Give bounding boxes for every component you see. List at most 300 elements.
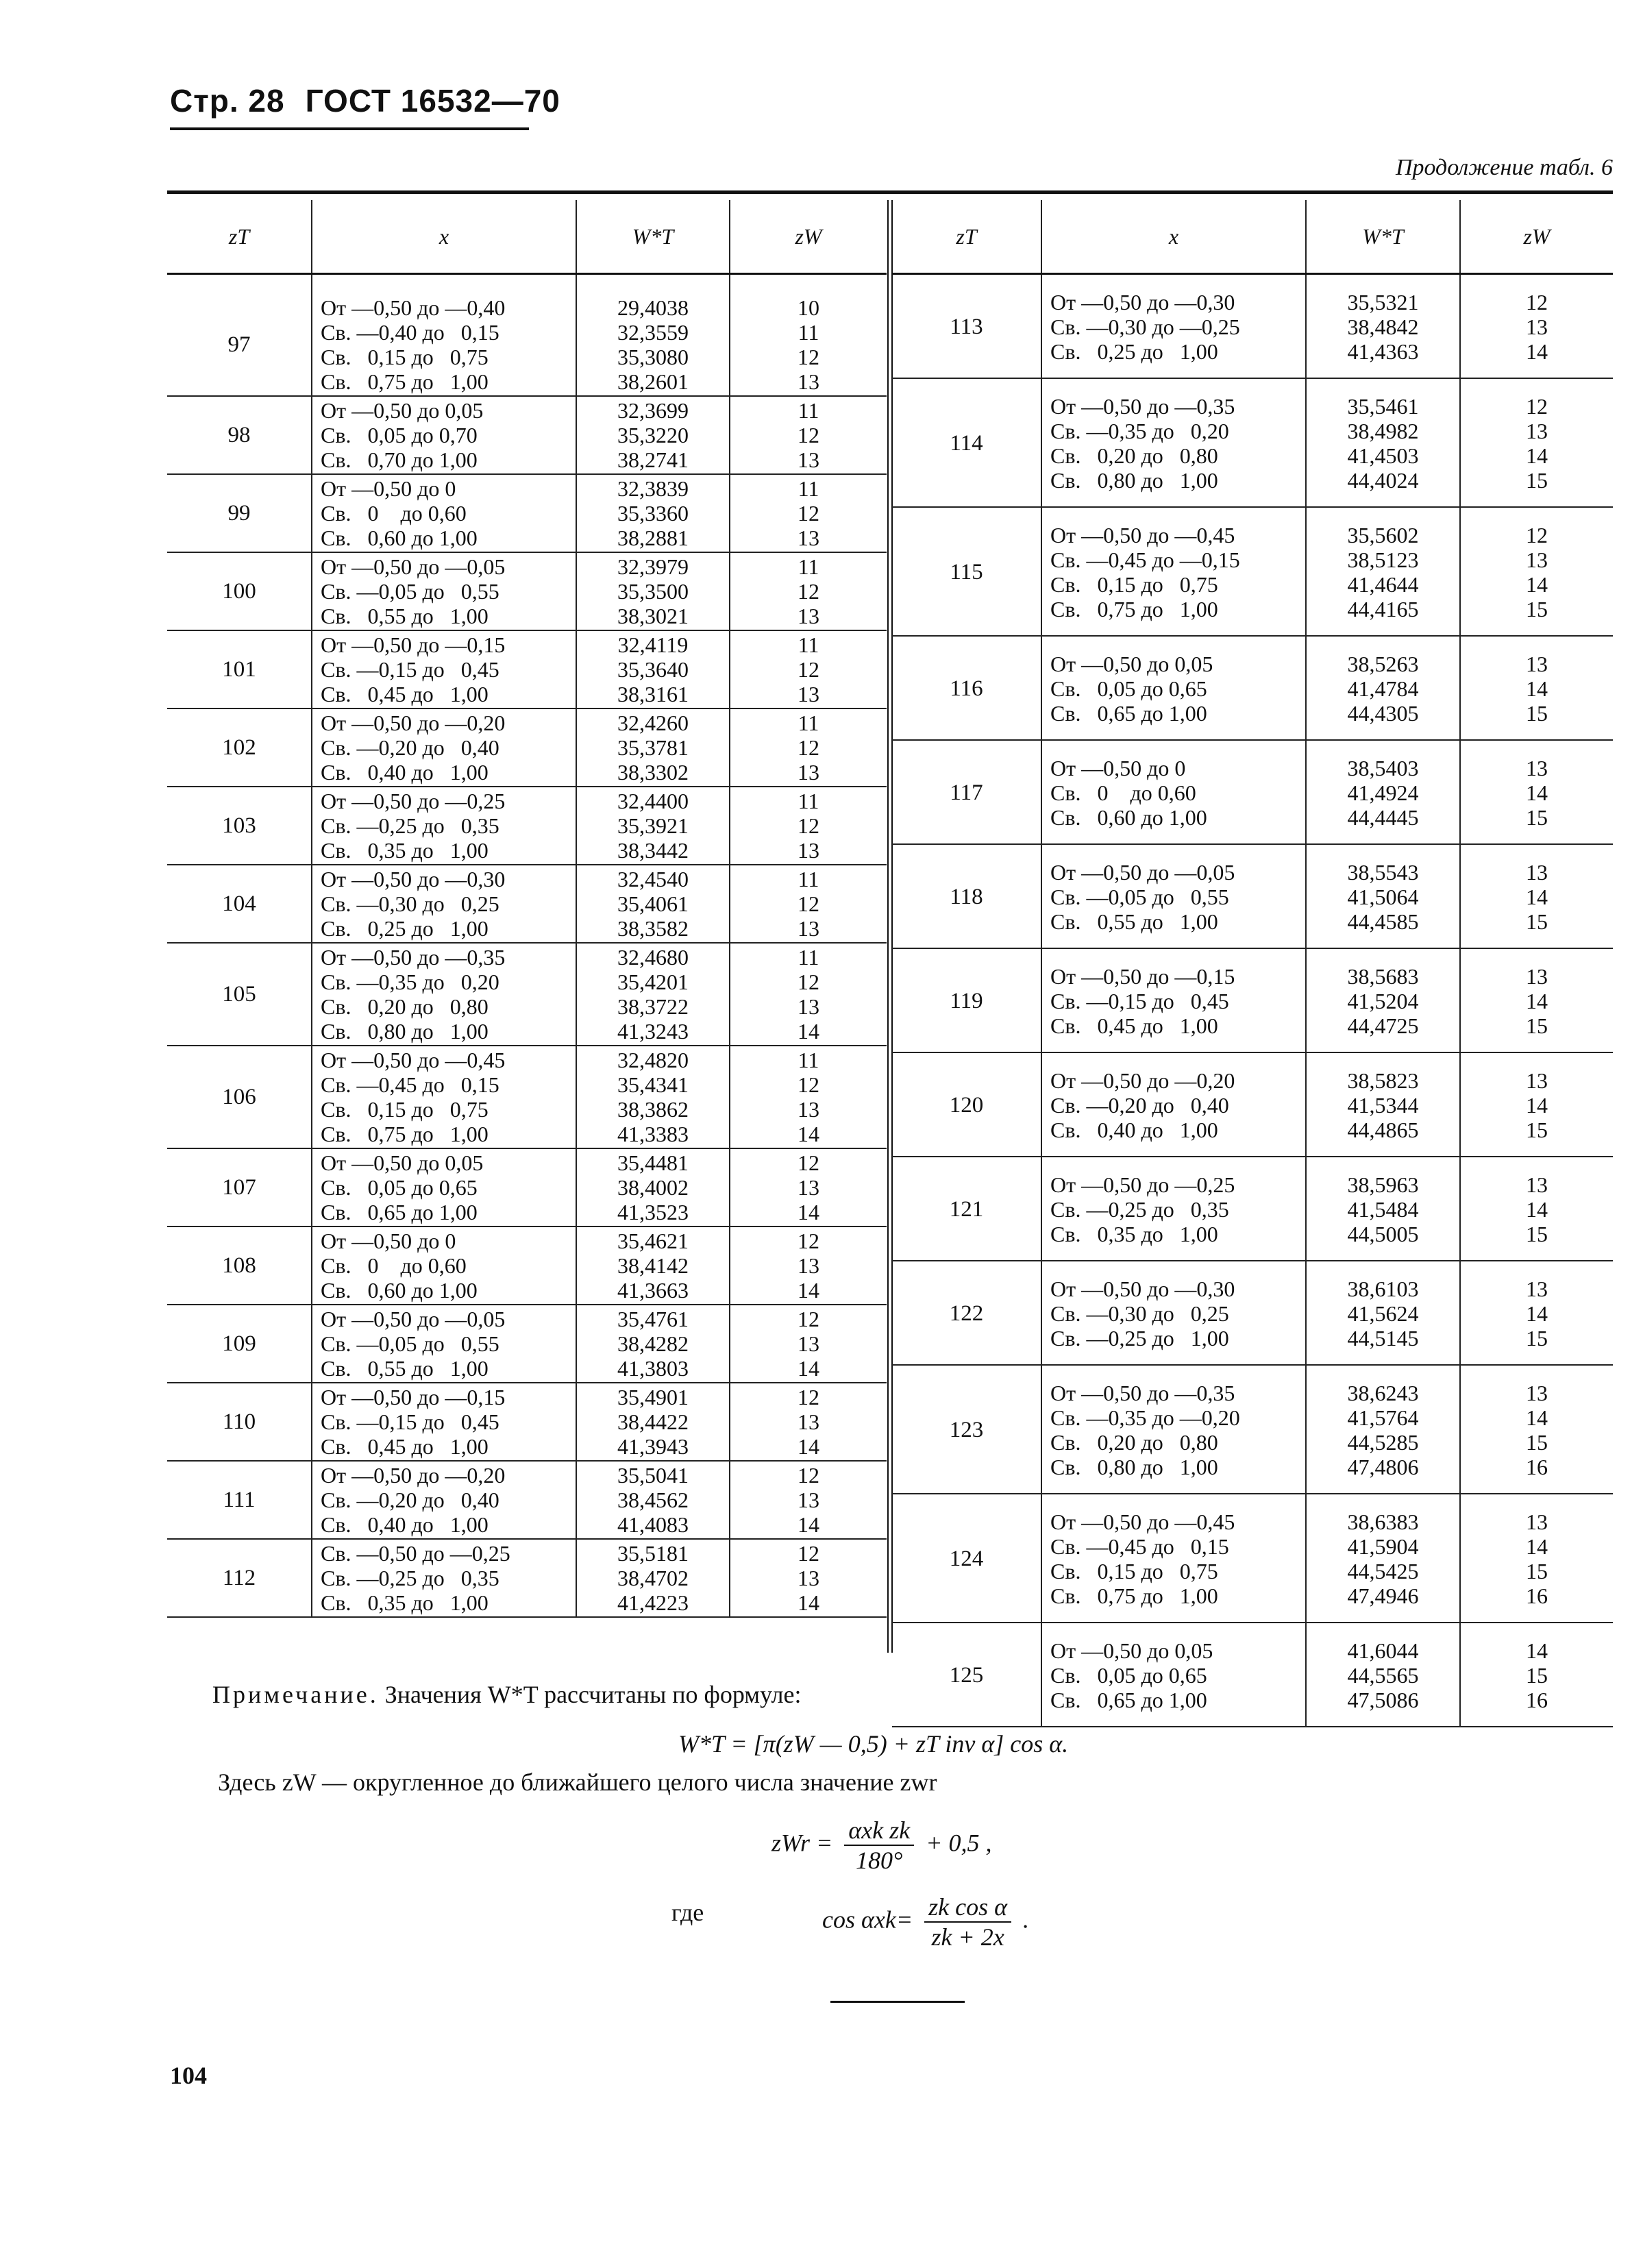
- cell-wt-line: 41,6044: [1347, 1638, 1419, 1663]
- table-row: [167, 274, 887, 397]
- cell-zw-line: 12: [798, 735, 819, 760]
- cell-wt-line: 35,3220: [617, 423, 689, 447]
- cell-x-line: Св. 0,15 до 0,75: [321, 1097, 489, 1122]
- cell-x-line: Св. 0,20 до 0,80: [1050, 443, 1218, 468]
- cell-wt-line: 44,5565: [1347, 1663, 1419, 1688]
- cell-x-line: Св. —0,45 до 0,15: [1050, 1534, 1229, 1559]
- cell-zt: 120: [892, 1052, 1041, 1157]
- cell-wt: [576, 1148, 730, 1227]
- cell-wt-line: 38,3722: [617, 994, 689, 1019]
- cell-x-line: От —0,50 до —0,45: [1050, 1509, 1235, 1534]
- note-text: Значения W*T рассчитаны по формуле:: [384, 1681, 802, 1708]
- cell-zt: 111: [167, 1461, 312, 1539]
- cell-zw-line: 12: [798, 813, 819, 838]
- cell-zt: 99: [167, 474, 312, 552]
- cell-wt-line: 32,4119: [617, 632, 689, 657]
- cell-zw-line: 14: [798, 1278, 819, 1303]
- cell-x-line: От —0,50 до —0,45: [321, 1048, 506, 1072]
- cell-x-line: Св. 0,25 до 1,00: [321, 916, 489, 941]
- cell-zt: 102: [167, 708, 312, 787]
- cell-zt: 112: [167, 1539, 312, 1617]
- cell-x-line: Св. 0,55 до 1,00: [321, 1356, 489, 1381]
- cell-zt: 100: [167, 552, 312, 630]
- cell-zw-line: 12: [1526, 394, 1548, 419]
- cell-x-line: От —0,50 до —0,35: [321, 945, 506, 970]
- cell-zw-line: 13: [798, 760, 819, 785]
- table-row: [167, 865, 887, 943]
- cell-wt-line: 41,4363: [1347, 339, 1419, 364]
- cell-x: [312, 1461, 576, 1539]
- cell-x-line: От —0,50 до —0,05: [1050, 860, 1235, 885]
- cell-wt-line: 38,4282: [617, 1331, 689, 1356]
- cell-wt-line: 32,3559: [617, 320, 689, 345]
- cell-x-line: Св. 0,75 до 1,00: [321, 369, 489, 394]
- cell-zt: 115: [892, 507, 1041, 636]
- cell-zt: 104: [167, 865, 312, 943]
- cell-x-line: Св. 0,55 до 1,00: [1050, 909, 1218, 934]
- cell-x-line: Св. 0,35 до 1,00: [1050, 1222, 1218, 1246]
- cell-wt-line: 38,4842: [1347, 315, 1419, 339]
- cell-x-line: Св. 0,60 до 1,00: [321, 1278, 478, 1303]
- cell-zw-line: 13: [1526, 547, 1548, 572]
- col-header-x: x: [1041, 200, 1306, 274]
- cell-x-line: Св. 0,05 до 0,65: [1050, 676, 1207, 701]
- cell-wt-line: 35,3500: [617, 579, 689, 604]
- cell-wt: [576, 274, 730, 397]
- table-row: [892, 1494, 1613, 1623]
- cell-zw-line: 12: [798, 423, 819, 447]
- cell-wt-line: 44,4865: [1347, 1118, 1419, 1142]
- cell-x-line: Св. —0,35 до 0,20: [321, 970, 499, 994]
- formula-zwr-denominator: 180°: [856, 1847, 903, 1874]
- cell-wt-line: 38,4002: [617, 1175, 689, 1200]
- cell-wt-line: 41,5764: [1347, 1405, 1419, 1430]
- cell-x: [312, 1539, 576, 1617]
- cell-x-line: От —0,50 до —0,05: [321, 554, 506, 579]
- cell-zw: [1460, 844, 1613, 948]
- cell-wt: [576, 396, 730, 474]
- cell-zw-line: 12: [798, 1307, 819, 1331]
- cell-zw-line: 13: [798, 838, 819, 863]
- cell-wt-line: 35,3921: [617, 813, 689, 838]
- cell-zw-line: 14: [1526, 443, 1548, 468]
- cell-zw-line: 15: [1526, 1559, 1548, 1583]
- cell-wt-line: 41,3943: [617, 1434, 689, 1459]
- cell-x-line: От —0,50 до —0,45: [1050, 523, 1235, 547]
- cell-zw-line: 13: [798, 526, 819, 550]
- left-table-body: [167, 274, 887, 1618]
- cell-x: [1041, 1261, 1306, 1365]
- cell-zw-line: 14: [798, 1019, 819, 1044]
- cell-zw: [1460, 378, 1613, 507]
- cell-x: [1041, 507, 1306, 636]
- cell-zw-line: 14: [798, 1434, 819, 1459]
- cell-wt-line: 44,4445: [1347, 805, 1419, 830]
- cell-wt-line: 38,4422: [617, 1409, 689, 1434]
- cell-wt-line: 44,5425: [1347, 1559, 1419, 1583]
- cell-zw: [730, 552, 887, 630]
- table-left-half: [167, 200, 887, 1618]
- cell-zw-line: 14: [1526, 676, 1548, 701]
- cell-wt-line: 35,4341: [617, 1072, 689, 1097]
- cell-x-line: Св. 0,35 до 1,00: [321, 1590, 489, 1615]
- cell-wt-line: 38,3582: [617, 916, 689, 941]
- cell-wt-line: 41,5624: [1347, 1301, 1419, 1326]
- cell-zw-line: 12: [798, 501, 819, 526]
- cell-zw-line: 14: [798, 1200, 819, 1224]
- cell-wt-line: 35,3781: [617, 735, 689, 760]
- formula-cos-numerator: zk cos α: [924, 1893, 1011, 1923]
- cell-zw-line: 14: [1526, 1534, 1548, 1559]
- cell-wt-line: 41,4784: [1347, 676, 1419, 701]
- cell-wt-line: 32,3699: [617, 398, 689, 423]
- table-row: [167, 787, 887, 865]
- cell-x: [1041, 1365, 1306, 1494]
- cell-zw-line: 13: [1526, 652, 1548, 676]
- table-row: [892, 274, 1613, 379]
- table-top-rule: [167, 190, 1613, 194]
- col-header-zt: zT: [892, 200, 1041, 274]
- cell-x: [1041, 740, 1306, 844]
- cell-zw-line: 15: [1526, 1430, 1548, 1455]
- cell-zt: 109: [167, 1305, 312, 1383]
- table-row: [892, 844, 1613, 948]
- cell-wt-line: 32,3839: [617, 476, 689, 501]
- cell-x-line: Св. 0,40 до 1,00: [1050, 1118, 1218, 1142]
- cell-x-line: Св. —0,15 до 0,45: [1050, 989, 1229, 1013]
- cell-x-line: Св. —0,30 до 0,25: [321, 891, 499, 916]
- data-table-right: [892, 200, 1613, 1727]
- cell-zw-line: 11: [798, 867, 819, 891]
- cell-zw-line: 14: [1526, 572, 1548, 597]
- cell-zw: [1460, 1261, 1613, 1365]
- cell-x-line: Св. 0,40 до 1,00: [321, 760, 489, 785]
- cell-x: [312, 787, 576, 865]
- table-row: [892, 378, 1613, 507]
- cell-wt: [1306, 378, 1460, 507]
- cell-x: [1041, 948, 1306, 1052]
- cell-wt-line: 38,4562: [617, 1488, 689, 1512]
- cell-zw-line: 14: [1526, 989, 1548, 1013]
- cell-wt-line: 41,3243: [617, 1019, 689, 1044]
- cell-wt-line: 44,4024: [1347, 468, 1419, 493]
- cell-zw-line: 13: [798, 604, 819, 628]
- cell-x-line: От —0,50 до —0,25: [321, 789, 506, 813]
- cell-zw-line: 13: [1526, 419, 1548, 443]
- cell-zw: [730, 865, 887, 943]
- cell-wt-line: 32,4680: [617, 945, 689, 970]
- cell-wt: [576, 787, 730, 865]
- cell-zw-line: 13: [1526, 1509, 1548, 1534]
- cell-zw: [730, 274, 887, 397]
- cell-x-line: Св. 0,25 до 1,00: [1050, 339, 1218, 364]
- note-where: где: [671, 1899, 704, 1926]
- cell-x: [312, 708, 576, 787]
- cell-x-line: Св. —0,15 до 0,45: [321, 1409, 499, 1434]
- cell-x-line: От —0,50 до —0,30: [321, 867, 506, 891]
- cell-wt-line: 35,4901: [617, 1385, 689, 1409]
- cell-x-line: Св. 0 до 0,60: [321, 1253, 467, 1278]
- cell-x-line: От —0,50 до —0,25: [1050, 1172, 1235, 1197]
- cell-wt-line: 35,4761: [617, 1307, 689, 1331]
- cell-x-line: Св. 0,60 до 1,00: [321, 526, 478, 550]
- cell-x-line: От —0,50 до 0: [321, 476, 456, 501]
- cell-wt-line: 38,3161: [617, 682, 689, 706]
- cell-wt-line: 41,3383: [617, 1122, 689, 1146]
- cell-zw-line: 13: [798, 1175, 819, 1200]
- cell-wt-line: 38,5263: [1347, 652, 1419, 676]
- cell-wt-line: 38,2741: [617, 447, 689, 472]
- cell-wt-line: 38,4702: [617, 1566, 689, 1590]
- header-rule: [170, 127, 529, 130]
- cell-wt-line: 32,4540: [617, 867, 689, 891]
- table-right-half: [892, 200, 1613, 1727]
- cell-zw-line: 13: [798, 1566, 819, 1590]
- data-table-left: [167, 200, 887, 1618]
- cell-x-line: От —0,50 до —0,15: [321, 1385, 506, 1409]
- cell-zw-line: 12: [798, 1150, 819, 1175]
- cell-zw-line: 13: [1526, 756, 1548, 780]
- cell-wt: [576, 943, 730, 1046]
- cell-zw-line: 13: [798, 994, 819, 1019]
- cell-wt-line: 41,4924: [1347, 780, 1419, 805]
- cell-x-line: Св. —0,45 до —0,15: [1050, 547, 1240, 572]
- cell-zw-line: 12: [798, 1541, 819, 1566]
- cell-zw-line: 16: [1526, 1583, 1548, 1608]
- page-label: Стр. 28: [170, 83, 285, 119]
- cell-zt: 103: [167, 787, 312, 865]
- cell-wt-line: 38,5543: [1347, 860, 1419, 885]
- cell-zt: 119: [892, 948, 1041, 1052]
- cell-x-line: Св. 0,45 до 1,00: [1050, 1013, 1218, 1038]
- cell-wt: [576, 865, 730, 943]
- cell-zt: 117: [892, 740, 1041, 844]
- cell-x-line: От —0,50 до —0,40: [321, 295, 506, 320]
- col-header-wt: W*T: [1306, 200, 1460, 274]
- cell-x-line: От —0,50 до 0,05: [321, 1150, 484, 1175]
- cell-wt: [576, 474, 730, 552]
- cell-wt-line: 35,3360: [617, 501, 689, 526]
- cell-zw-line: 11: [798, 398, 819, 423]
- cell-zw-line: 15: [1526, 1222, 1548, 1246]
- cell-zw: [730, 708, 887, 787]
- cell-wt: [576, 1305, 730, 1383]
- cell-zt: 98: [167, 396, 312, 474]
- cell-x-line: Св. —0,15 до 0,45: [321, 657, 499, 682]
- cell-zw-line: 12: [798, 891, 819, 916]
- cell-wt-line: 38,6383: [1347, 1509, 1419, 1534]
- formula-zwr-lhs: zWr =: [771, 1829, 833, 1857]
- cell-wt: [576, 1539, 730, 1617]
- cell-zw-line: 10: [798, 295, 819, 320]
- cell-zt: 114: [892, 378, 1041, 507]
- cell-zw: [1460, 740, 1613, 844]
- cell-x-line: Св. 0,60 до 1,00: [1050, 805, 1207, 830]
- col-header-wt: W*T: [576, 200, 730, 274]
- cell-zw-line: 13: [798, 447, 819, 472]
- cell-zw-line: 13: [1526, 964, 1548, 989]
- cell-zw-line: 14: [798, 1512, 819, 1537]
- cell-zw-line: 15: [1526, 1326, 1548, 1351]
- col-header-zw: zW: [1460, 200, 1613, 274]
- cell-wt: [1306, 1261, 1460, 1365]
- cell-x-line: Св. 0,05 до 0,65: [321, 1175, 478, 1200]
- cell-wt-line: 38,2601: [617, 369, 689, 394]
- cell-wt-line: 35,4061: [617, 891, 689, 916]
- formula-cos-denominator: zk + 2x: [931, 1923, 1004, 1951]
- cell-wt-line: 41,4503: [1347, 443, 1419, 468]
- cell-zw-line: 14: [1526, 885, 1548, 909]
- table-row: [892, 1365, 1613, 1494]
- cell-x-line: Св. —0,35 до 0,20: [1050, 419, 1229, 443]
- cell-x-line: Св. 0 до 0,60: [321, 501, 467, 526]
- cell-wt-line: 35,4621: [617, 1229, 689, 1253]
- cell-wt-line: 35,3640: [617, 657, 689, 682]
- table-row: [167, 1227, 887, 1305]
- cell-wt-line: 35,5181: [617, 1541, 689, 1566]
- cell-x-line: От —0,50 до —0,30: [1050, 1277, 1235, 1301]
- standard-number: ГОСТ 16532—70: [305, 83, 560, 119]
- cell-x: [1041, 844, 1306, 948]
- cell-wt-line: 41,3523: [617, 1200, 689, 1224]
- cell-wt-line: 29,4038: [617, 295, 689, 320]
- cell-wt-line: 41,5204: [1347, 989, 1419, 1013]
- formula-zwr-fraction: [844, 1816, 914, 1875]
- cell-wt-line: 41,5064: [1347, 885, 1419, 909]
- cell-wt-line: 44,5285: [1347, 1430, 1419, 1455]
- cell-zw-line: 15: [1526, 1663, 1548, 1688]
- cell-x-line: Св. —0,25 до 1,00: [1050, 1326, 1229, 1351]
- cell-zw: [1460, 1157, 1613, 1261]
- cell-zw-line: 14: [1526, 1197, 1548, 1222]
- cell-zt: 124: [892, 1494, 1041, 1623]
- formula-cos-lhs: cos αxk=: [822, 1906, 913, 1934]
- cell-wt: [1306, 844, 1460, 948]
- cell-wt-line: 35,5602: [1347, 523, 1419, 547]
- note-here-text: Здесь zW — округленное до ближайшего целого числа значение zwr: [218, 1768, 937, 1796]
- cell-wt-line: 44,4165: [1347, 597, 1419, 621]
- cell-x-line: Св. —0,30 до 0,25: [1050, 1301, 1229, 1326]
- cell-zw-line: 11: [798, 945, 819, 970]
- cell-wt-line: 38,6103: [1347, 1277, 1419, 1301]
- col-header-x: x: [312, 200, 576, 274]
- cell-x-line: Св. —0,30 до —0,25: [1050, 315, 1240, 339]
- cell-x-line: Св. 0,45 до 1,00: [321, 1434, 489, 1459]
- col-header-zt: zT: [167, 200, 312, 274]
- cell-x-line: От —0,50 до 0: [1050, 756, 1186, 780]
- cell-x-line: Св. —0,20 до 0,40: [1050, 1093, 1229, 1118]
- cell-wt: [576, 552, 730, 630]
- cell-x: [312, 630, 576, 708]
- cell-x-line: Св. 0,80 до 1,00: [1050, 468, 1218, 493]
- cell-wt-line: 35,3080: [617, 345, 689, 369]
- cell-x-line: Св. —0,25 до 0,35: [1050, 1197, 1229, 1222]
- cell-x-line: Св. —0,45 до 0,15: [321, 1072, 499, 1097]
- table-row: [167, 1461, 887, 1539]
- cell-wt: [576, 1227, 730, 1305]
- cell-zw-line: 13: [1526, 1068, 1548, 1093]
- cell-zt: 106: [167, 1046, 312, 1148]
- cell-wt-line: 32,3979: [617, 554, 689, 579]
- formula-cos: [822, 1893, 1029, 1951]
- cell-wt-line: 32,4400: [617, 789, 689, 813]
- cell-zw-line: 12: [798, 345, 819, 369]
- cell-x-line: Св. 0,15 до 0,75: [1050, 572, 1218, 597]
- table-row: [167, 708, 887, 787]
- cell-wt-line: 35,5321: [1347, 290, 1419, 315]
- cell-wt-line: 38,5963: [1347, 1172, 1419, 1197]
- cell-zw-line: 12: [798, 1229, 819, 1253]
- cell-zw: [1460, 948, 1613, 1052]
- cell-zt: 123: [892, 1365, 1041, 1494]
- cell-zw-line: 13: [798, 1331, 819, 1356]
- cell-wt-line: 38,3021: [617, 604, 689, 628]
- cell-x-line: Св. —0,35 до —0,20: [1050, 1405, 1240, 1430]
- cell-zt: 108: [167, 1227, 312, 1305]
- cell-x-line: Св. —0,40 до 0,15: [321, 320, 499, 345]
- right-table-body: [892, 274, 1613, 1727]
- cell-zw: [730, 474, 887, 552]
- cell-zw-line: 12: [798, 1072, 819, 1097]
- cell-zw-line: 15: [1526, 909, 1548, 934]
- cell-wt-line: 44,5145: [1347, 1326, 1419, 1351]
- cell-x: [312, 396, 576, 474]
- cell-zw-line: 12: [798, 579, 819, 604]
- cell-wt: [1306, 1365, 1460, 1494]
- cell-zw-line: 14: [798, 1590, 819, 1615]
- cell-zw: [730, 787, 887, 865]
- cell-x-line: Св. —0,20 до 0,40: [321, 1488, 499, 1512]
- cell-x: [312, 1046, 576, 1148]
- cell-x-line: От —0,50 до —0,20: [1050, 1068, 1235, 1093]
- cell-zt: 105: [167, 943, 312, 1046]
- cell-zw-line: 13: [1526, 1381, 1548, 1405]
- cell-x-line: Св. 0,05 до 0,65: [1050, 1663, 1207, 1688]
- cell-x-line: От —0,50 до —0,20: [321, 711, 506, 735]
- cell-zw: [1460, 507, 1613, 636]
- cell-zw-line: 12: [798, 1463, 819, 1488]
- cell-wt-line: 38,4142: [617, 1253, 689, 1278]
- cell-wt-line: 41,5904: [1347, 1534, 1419, 1559]
- cell-wt: [1306, 1623, 1460, 1727]
- cell-zw-line: 11: [798, 789, 819, 813]
- table-row: [167, 1383, 887, 1461]
- table-row: [167, 552, 887, 630]
- cell-x-line: От —0,50 до —0,30: [1050, 290, 1235, 315]
- cell-zw: [730, 1461, 887, 1539]
- cell-zt: 97: [167, 274, 312, 397]
- cell-zw-line: 11: [798, 476, 819, 501]
- cell-zw-line: 13: [798, 916, 819, 941]
- cell-x-line: Св. 0,65 до 1,00: [1050, 701, 1207, 726]
- cell-zt: 122: [892, 1261, 1041, 1365]
- cell-zw-line: 14: [1526, 1405, 1548, 1430]
- cell-wt: [576, 1046, 730, 1148]
- cell-wt-line: 41,5484: [1347, 1197, 1419, 1222]
- cell-zw-line: 13: [1526, 860, 1548, 885]
- cell-x: [1041, 636, 1306, 740]
- cell-zt: 121: [892, 1157, 1041, 1261]
- cell-zw-line: 15: [1526, 597, 1548, 621]
- cell-wt-line: 44,4305: [1347, 701, 1419, 726]
- cell-x: [312, 1305, 576, 1383]
- cell-wt-line: 41,3803: [617, 1356, 689, 1381]
- cell-x-line: Св. 0,75 до 1,00: [1050, 597, 1218, 621]
- table-row: [167, 1046, 887, 1148]
- cell-wt: [576, 1383, 730, 1461]
- cell-zw-line: 12: [1526, 523, 1548, 547]
- cell-wt: [1306, 1052, 1460, 1157]
